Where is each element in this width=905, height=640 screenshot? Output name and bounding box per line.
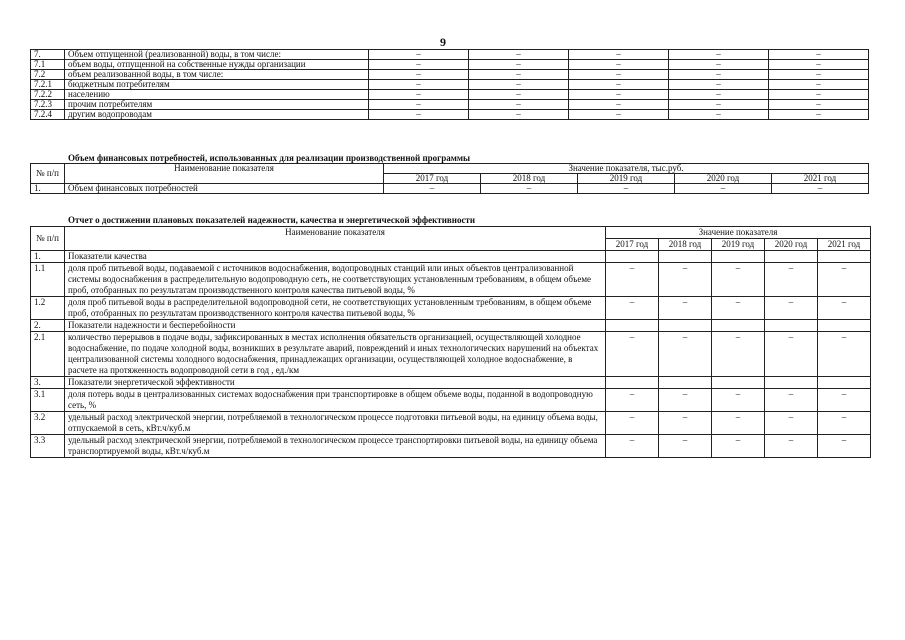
year-header: 2017 год xyxy=(606,239,659,251)
value-cell: – xyxy=(369,80,469,90)
value-cell: – xyxy=(712,297,765,320)
value-cell xyxy=(712,377,765,389)
row-number: 1.1 xyxy=(31,263,65,297)
table-row xyxy=(31,263,871,297)
water-volume-table xyxy=(30,49,869,120)
value-cell: – xyxy=(818,297,871,320)
value-cell: – xyxy=(769,110,869,120)
value-cell: – xyxy=(569,110,669,120)
value-cell xyxy=(818,377,871,389)
row-number: 1.2 xyxy=(31,297,65,320)
value-cell: – xyxy=(712,263,765,297)
value-cell: – xyxy=(659,297,712,320)
value-cell: – xyxy=(369,100,469,110)
value-cell: – xyxy=(659,412,712,435)
year-header: 2020 год xyxy=(765,239,818,251)
value-cell xyxy=(765,377,818,389)
value-cell: – xyxy=(769,100,869,110)
row-number: 7.2.4 xyxy=(31,110,65,120)
value-cell: – xyxy=(772,184,869,194)
value-cell xyxy=(712,251,765,263)
value-cell: – xyxy=(669,80,769,90)
row-name: прочим потребителям xyxy=(65,100,369,110)
row-number: 2.1 xyxy=(31,332,65,377)
col-value-header: Значение показателя xyxy=(606,227,871,239)
year-header: 2021 год xyxy=(818,239,871,251)
row-number: 1. xyxy=(31,184,65,194)
value-cell: – xyxy=(818,263,871,297)
value-cell: – xyxy=(818,435,871,458)
row-name: населению xyxy=(65,90,369,100)
value-cell: – xyxy=(765,412,818,435)
col-num-header: № п/п xyxy=(31,227,65,251)
row-name: Показатели энергетической эффективности xyxy=(65,377,606,389)
value-cell: – xyxy=(606,412,659,435)
table-row xyxy=(31,412,871,435)
row-name: объем воды, отпущенной на собственные нужды организации xyxy=(65,60,369,70)
row-name: объем реализованной воды, в том числе: xyxy=(65,70,369,80)
value-cell: – xyxy=(675,184,772,194)
value-cell: – xyxy=(712,412,765,435)
table-row xyxy=(31,110,869,120)
value-cell: – xyxy=(469,100,569,110)
value-cell: – xyxy=(469,60,569,70)
year-header: 2020 год xyxy=(675,174,772,184)
value-cell: – xyxy=(606,435,659,458)
value-cell: – xyxy=(669,50,769,60)
row-name: Объем финансовых потребностей xyxy=(65,184,384,194)
value-cell: – xyxy=(384,184,481,194)
value-cell xyxy=(659,377,712,389)
value-cell: – xyxy=(669,90,769,100)
value-cell: – xyxy=(659,332,712,377)
value-cell: – xyxy=(712,435,765,458)
table-row xyxy=(31,90,869,100)
table-row xyxy=(31,60,869,70)
row-name: доля проб питьевой воды в распределительной водопроводной сети, не соответствующих установленным требованиям, в общем объеме проб, отобранных по результатам производственного контроля качества питьевой воды, % xyxy=(65,297,606,320)
value-cell: – xyxy=(669,60,769,70)
row-name: удельный расход электрической энергии, потребляемой в технологическом процессе подготовки питьевой воды, на единицу объема воды, отпускаемой в сеть, кВт.ч/куб.м xyxy=(65,412,606,435)
value-cell: – xyxy=(769,80,869,90)
value-cell: – xyxy=(712,332,765,377)
section-row xyxy=(31,251,871,263)
value-cell: – xyxy=(569,80,669,90)
value-cell: – xyxy=(669,100,769,110)
value-cell: – xyxy=(481,184,578,194)
table-row xyxy=(31,50,869,60)
value-cell: – xyxy=(818,412,871,435)
table-row xyxy=(31,100,869,110)
row-name: доля потерь воды в централизованных системах водоснабжения при транспортировке в общем объеме воды, поданной в водопроводную сеть, % xyxy=(65,389,606,412)
year-header: 2018 год xyxy=(481,174,578,184)
value-cell xyxy=(712,320,765,332)
row-name: бюджетным потребителям xyxy=(65,80,369,90)
value-cell: – xyxy=(606,263,659,297)
row-name: Показатели качества xyxy=(65,251,606,263)
value-cell: – xyxy=(659,263,712,297)
row-name: другим водопроводам xyxy=(65,110,369,120)
value-cell: – xyxy=(569,90,669,100)
row-number: 3. xyxy=(31,377,65,389)
value-cell: – xyxy=(369,70,469,80)
table-row xyxy=(31,184,869,194)
section-row xyxy=(31,320,871,332)
table-row xyxy=(31,297,871,320)
value-cell: – xyxy=(818,389,871,412)
row-name: доля проб питьевой воды, подаваемой с источников водоснабжения, водопроводных станций или иных объектов централизованной системы водоснабжения в распределительную водопроводную сеть, не соответствующих установленным требованиям, в общем объеме проб, отобранных по результатам производственного контроля качества питьевой воды, % xyxy=(65,263,606,297)
col-name-header: Наименование показателя xyxy=(65,227,606,251)
value-cell xyxy=(818,320,871,332)
table-row xyxy=(31,70,869,80)
value-cell: – xyxy=(606,332,659,377)
col-num-header: № п/п xyxy=(31,164,65,184)
value-cell: – xyxy=(369,90,469,100)
value-cell: – xyxy=(769,90,869,100)
indicators-report-caption: Отчет о достижении плановых показателей надежности, качества и энергетической эффективности xyxy=(68,215,476,225)
col-value-header: Значение показателя, тыс.руб. xyxy=(384,164,869,174)
value-cell: – xyxy=(369,110,469,120)
row-number: 7.2 xyxy=(31,70,65,80)
value-cell xyxy=(765,320,818,332)
row-number: 2. xyxy=(31,320,65,332)
financial-needs-table xyxy=(30,163,869,194)
year-header: 2019 год xyxy=(578,174,675,184)
row-name: Объем отпущенной (реализованной) воды, в том числе: xyxy=(65,50,369,60)
value-cell: – xyxy=(669,70,769,80)
value-cell: – xyxy=(765,297,818,320)
table-row xyxy=(31,435,871,458)
value-cell: – xyxy=(659,435,712,458)
value-cell: – xyxy=(712,389,765,412)
indicators-report-table xyxy=(30,226,871,458)
row-number: 1. xyxy=(31,251,65,263)
row-number: 7.2.3 xyxy=(31,100,65,110)
value-cell: – xyxy=(818,332,871,377)
row-name: количество перерывов в подаче воды, зафиксированных в местах исполнения обязательств организацией, осуществляющей холодное водоснабжение, по подаче холодной воды, возникших в результате аварий, повреждений и иных технологических нарушений на объектах централизованной системы холодного водоснабжения, принадлежащих организации, осуществляющей холодное водоснабжение, в расчете на протяженность водопроводной сети в год , ед./км xyxy=(65,332,606,377)
value-cell: – xyxy=(469,50,569,60)
financial-needs-caption: Объем финансовых потребностей, использованных для реализации производственной программы xyxy=(68,153,471,163)
value-cell: – xyxy=(769,70,869,80)
value-cell: – xyxy=(669,110,769,120)
value-cell xyxy=(606,251,659,263)
year-header: 2018 год xyxy=(659,239,712,251)
value-cell xyxy=(606,377,659,389)
row-number: 7.1 xyxy=(31,60,65,70)
row-number: 3.1 xyxy=(31,389,65,412)
value-cell xyxy=(659,320,712,332)
value-cell: – xyxy=(765,332,818,377)
year-header: 2021 год xyxy=(772,174,869,184)
value-cell xyxy=(659,251,712,263)
value-cell: – xyxy=(769,50,869,60)
value-cell: – xyxy=(606,389,659,412)
value-cell: – xyxy=(769,60,869,70)
value-cell: – xyxy=(569,60,669,70)
row-name: удельный расход электрической энергии, потребляемой в технологическом процессе транспортировки питьевой воды, на единицу объема транспортируемой воды, кВт.ч/куб.м xyxy=(65,435,606,458)
value-cell: – xyxy=(578,184,675,194)
row-number: 3.2 xyxy=(31,412,65,435)
page-number: 9 xyxy=(440,35,446,49)
section-row xyxy=(31,377,871,389)
value-cell xyxy=(818,251,871,263)
value-cell xyxy=(606,320,659,332)
value-cell: – xyxy=(569,100,669,110)
value-cell: – xyxy=(469,80,569,90)
value-cell: – xyxy=(765,263,818,297)
table-row xyxy=(31,389,871,412)
year-header: 2017 год xyxy=(384,174,481,184)
year-header: 2019 год xyxy=(712,239,765,251)
value-cell: – xyxy=(765,389,818,412)
value-cell: – xyxy=(569,70,669,80)
value-cell: – xyxy=(659,389,712,412)
value-cell: – xyxy=(606,297,659,320)
row-number: 7. xyxy=(31,50,65,60)
value-cell: – xyxy=(369,60,469,70)
value-cell xyxy=(765,251,818,263)
row-number: 3.3 xyxy=(31,435,65,458)
value-cell: – xyxy=(765,435,818,458)
table-row xyxy=(31,80,869,90)
row-number: 7.2.2 xyxy=(31,90,65,100)
row-name: Показатели надежности и бесперебойности xyxy=(65,320,606,332)
value-cell: – xyxy=(469,70,569,80)
value-cell: – xyxy=(569,50,669,60)
value-cell: – xyxy=(369,50,469,60)
value-cell: – xyxy=(469,110,569,120)
value-cell: – xyxy=(469,90,569,100)
table-row xyxy=(31,332,871,377)
row-number: 7.2.1 xyxy=(31,80,65,90)
col-name-header: Наименование показателя xyxy=(65,164,384,184)
